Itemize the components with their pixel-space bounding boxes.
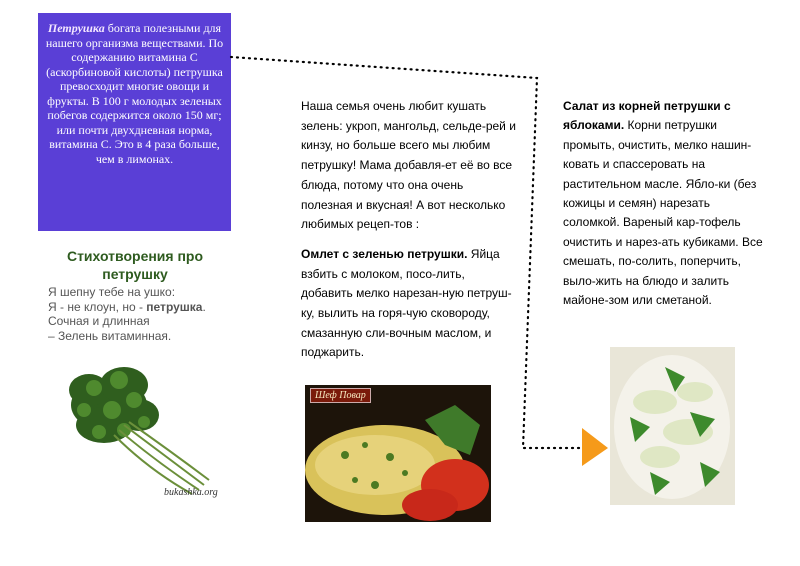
omelet-photo — [305, 385, 491, 522]
parsley-watermark: bukashka.org — [164, 487, 218, 498]
middle-column — [301, 97, 516, 373]
poem-line-3: Сочная и длинная — [48, 314, 150, 328]
omelet-recipe-text: Яйца взбить с молоком, посо-лить, добавить мелко нарезан-ную петруш-ку, вылить на горя-чую сковороду, смазанную сли-вочным маслом, и поджарить. — [301, 246, 512, 360]
poem-keyword: петрушка — [146, 299, 203, 314]
poem-line-4: – Зелень витаминная. — [48, 328, 172, 343]
arrow-icon — [582, 428, 608, 466]
poem — [48, 285, 248, 343]
right-column — [563, 97, 768, 310]
chef-logo: Шеф Повар — [310, 388, 371, 403]
info-box-lead: Петрушка — [47, 21, 105, 35]
parsley-bunch-image — [64, 360, 229, 510]
family-intro: Наша семья очень любит кушать зелень: укроп, мангольд, сельде-рей и кинзу, но больше всего мы любим петрушку! Мама добавля-ет её во все блюда, потому что она очень полезная и вкусная! А вот несколько любимых рецеп-тов : — [301, 99, 516, 232]
salad-recipe-text: Корни петрушки промыть, очистить, мелко нашин-ковать и спассеровать на растительном масле. Ябло-ки (без кожицы и семян) нарезать соломкой. Вареный кар-тофель очистить и нарез-ать кубиками. Все смешать, по-солить, поперчить, выло-жить на блюдо и залить майоне-зом или сметаной. — [563, 118, 763, 308]
poem-line-2: Я - не клоун, но - петрушка. — [48, 299, 206, 314]
salad-recipe-title: Салат из корней петрушки с яблоками. — [563, 99, 731, 133]
omelet-recipe — [301, 245, 516, 363]
vitamin-info-box — [38, 13, 231, 231]
omelet-recipe-title: Омлет с зеленью петрушки. — [301, 246, 468, 261]
poem-line-1: Я шепну тебе на ушко: — [48, 285, 176, 299]
poem-title: Стихотворения про петрушку — [66, 248, 204, 282]
info-box-text: богата полезными для нашего организма веществами. По содержанию витамина С (аскорбиновой кислоты) петрушка превосходит многие овощи и фрукты. В 100 г молодых зеленых побегов содержится около 150 мг; или почти двухдневная норма, витамина С. Это в 4 раза больше, чем в лимонах. — [45, 21, 224, 166]
salad-photo — [610, 347, 735, 505]
